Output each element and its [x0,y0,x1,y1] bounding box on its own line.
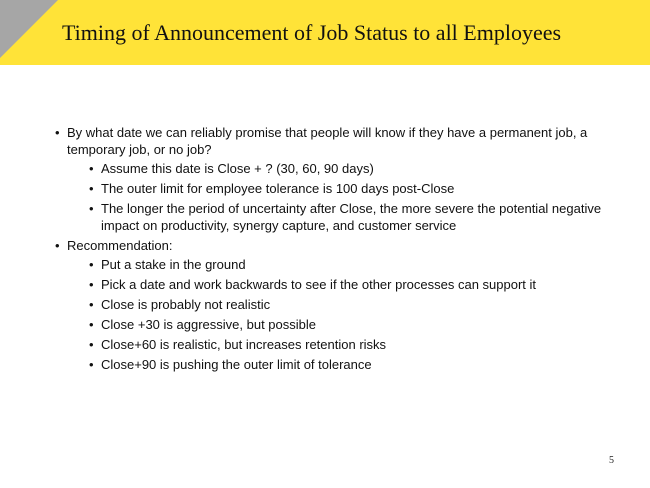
slide-body [55,124,610,376]
sub-bullet-list [67,160,610,234]
sub-bullet: • Close+90 is pushing the outer limit of tolerance [67,356,610,373]
sub-bullet: • Pick a date and work backwards to see if the other processes can support it [67,276,610,293]
bullet-text: Recommendation: [67,238,173,253]
page-number: 5 [609,455,614,466]
bullet-recommendation [55,237,610,373]
corner-triangle-decoration [0,0,58,58]
sub-bullet: • The outer limit for employee tolerance is 100 days post-Close [67,180,610,197]
sub-bullet: • Assume this date is Close + ? (30, 60, 90 days) [67,160,610,177]
bullet-question [55,124,610,234]
sub-bullet: • Put a stake in the ground [67,256,610,273]
bullet-text: By what date we can reliably promise that people will know if they have a permanent job, a temporary job, or no job? [67,125,588,157]
sub-bullet: • Close +30 is aggressive, but possible [67,316,610,333]
bullet-list [55,124,610,373]
sub-bullet: • Close+60 is realistic, but increases retention risks [67,336,610,353]
sub-bullet: • Close is probably not realistic [67,296,610,313]
sub-bullet: • The longer the period of uncertainty after Close, the more severe the potential negative impact on productivity, synergy capture, and customer service [67,200,610,234]
sub-bullet-list [67,256,610,373]
slide-title: Timing of Announcement of Job Status to all Employees [62,20,562,45]
